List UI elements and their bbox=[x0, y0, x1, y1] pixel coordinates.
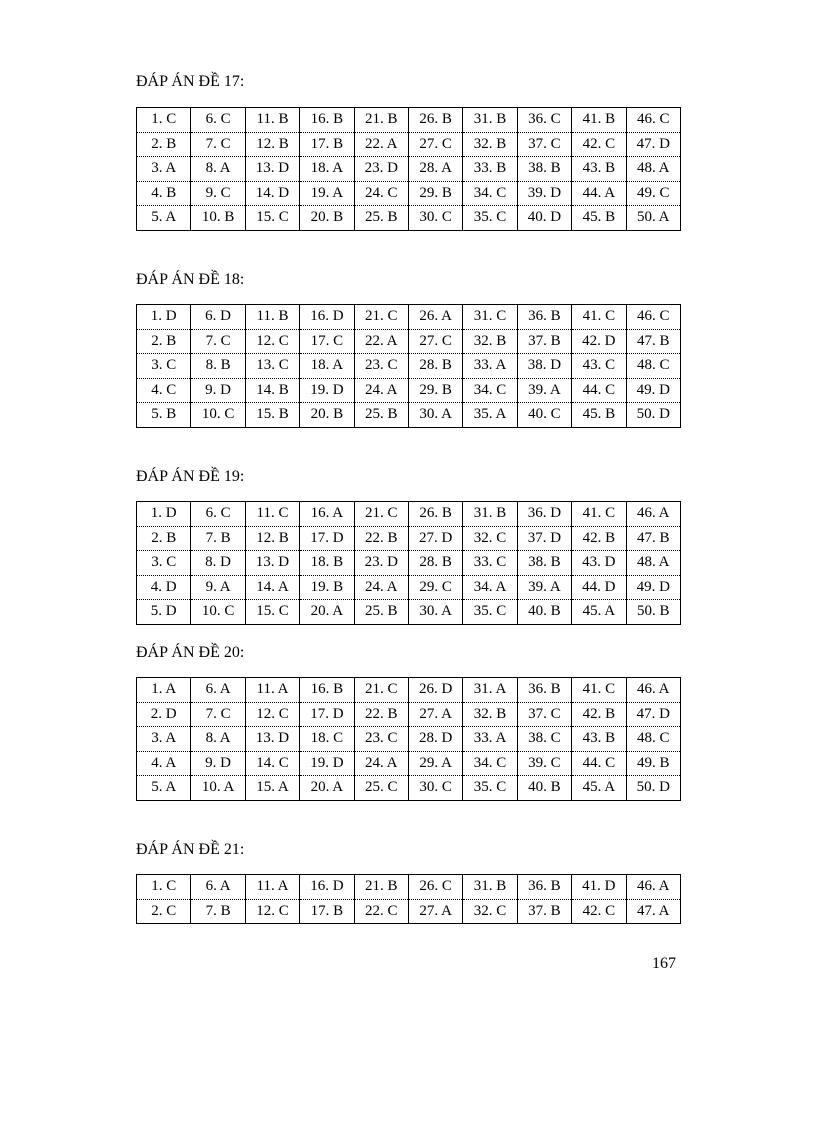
answer-cell: 16. B bbox=[300, 108, 354, 133]
answer-cell: 28. A bbox=[408, 157, 462, 182]
answer-cell: 15. A bbox=[245, 776, 299, 801]
answer-cell: 9. D bbox=[191, 751, 245, 776]
answer-cell: 9. C bbox=[191, 181, 245, 206]
answer-cell: 25. B bbox=[354, 403, 408, 428]
answer-cell: 1. A bbox=[137, 678, 191, 703]
answer-cell: 39. C bbox=[517, 751, 571, 776]
table-row bbox=[137, 600, 681, 625]
answer-cell: 16. D bbox=[300, 305, 354, 330]
answer-cell: 36. B bbox=[517, 305, 571, 330]
answer-cell: 17. C bbox=[300, 329, 354, 354]
answer-cell: 33. B bbox=[463, 157, 517, 182]
answer-cell: 48. A bbox=[626, 551, 680, 576]
answer-cell: 14. C bbox=[245, 751, 299, 776]
answer-cell: 42. D bbox=[572, 329, 626, 354]
answer-cell: 42. C bbox=[572, 132, 626, 157]
answer-cell: 48. C bbox=[626, 354, 680, 379]
answer-cell: 38. B bbox=[517, 157, 571, 182]
table-row bbox=[137, 108, 681, 133]
answer-section-20 bbox=[136, 643, 670, 796]
answer-cell: 30. A bbox=[408, 403, 462, 428]
answer-cell: 3. A bbox=[137, 727, 191, 752]
answer-cell: 12. C bbox=[245, 702, 299, 727]
answer-cell: 27. A bbox=[408, 899, 462, 924]
answer-cell: 43. C bbox=[572, 354, 626, 379]
answer-cell: 23. D bbox=[354, 157, 408, 182]
answer-cell: 8. D bbox=[191, 551, 245, 576]
answer-cell: 31. A bbox=[463, 678, 517, 703]
table-row bbox=[137, 551, 681, 576]
answer-cell: 10. C bbox=[191, 403, 245, 428]
answer-cell: 21. C bbox=[354, 305, 408, 330]
answer-cell: 41. C bbox=[572, 305, 626, 330]
table-row bbox=[137, 899, 681, 924]
answer-cell: 1. C bbox=[137, 875, 191, 900]
answer-cell: 20. A bbox=[300, 776, 354, 801]
answer-cell: 26. D bbox=[408, 678, 462, 703]
answer-cell: 22. B bbox=[354, 526, 408, 551]
answer-table bbox=[136, 874, 681, 924]
answer-cell: 32. C bbox=[463, 899, 517, 924]
answer-cell: 13. D bbox=[245, 551, 299, 576]
answer-cell: 13. D bbox=[245, 727, 299, 752]
table-row bbox=[137, 678, 681, 703]
answer-cell: 34. A bbox=[463, 575, 517, 600]
answer-cell: 37. C bbox=[517, 702, 571, 727]
answer-cell: 28. B bbox=[408, 551, 462, 576]
answer-cell: 22. B bbox=[354, 702, 408, 727]
answer-cell: 12. C bbox=[245, 899, 299, 924]
answer-cell: 22. A bbox=[354, 132, 408, 157]
answer-cell: 43. D bbox=[572, 551, 626, 576]
answer-cell: 22. A bbox=[354, 329, 408, 354]
answer-table bbox=[136, 304, 681, 428]
answer-cell: 24. A bbox=[354, 378, 408, 403]
answer-cell: 21. C bbox=[354, 678, 408, 703]
table-row bbox=[137, 206, 681, 231]
answer-cell: 50. D bbox=[626, 403, 680, 428]
section-title: ĐÁP ÁN ĐỀ 18: bbox=[136, 271, 245, 288]
answer-cell: 9. A bbox=[191, 575, 245, 600]
answer-cell: 32. B bbox=[463, 132, 517, 157]
answer-cell: 45. A bbox=[572, 600, 626, 625]
answer-cell: 2. B bbox=[137, 329, 191, 354]
answer-cell: 36. B bbox=[517, 875, 571, 900]
answer-cell: 28. B bbox=[408, 354, 462, 379]
answer-cell: 19. D bbox=[300, 378, 354, 403]
page-number: 167 bbox=[652, 955, 676, 972]
answer-cell: 33. C bbox=[463, 551, 517, 576]
answer-cell: 7. C bbox=[191, 329, 245, 354]
answer-cell: 36. B bbox=[517, 678, 571, 703]
answer-cell: 13. D bbox=[245, 157, 299, 182]
answer-cell: 31. B bbox=[463, 875, 517, 900]
answer-cell: 39. A bbox=[517, 575, 571, 600]
answer-cell: 50. A bbox=[626, 206, 680, 231]
answer-cell: 47. B bbox=[626, 526, 680, 551]
answer-cell: 43. B bbox=[572, 727, 626, 752]
table-row bbox=[137, 776, 681, 801]
answer-cell: 6. A bbox=[191, 875, 245, 900]
answer-cell: 40. B bbox=[517, 600, 571, 625]
answer-cell: 6. D bbox=[191, 305, 245, 330]
answer-cell: 24. A bbox=[354, 751, 408, 776]
answer-cell: 43. B bbox=[572, 157, 626, 182]
answer-cell: 38. C bbox=[517, 727, 571, 752]
answer-cell: 44. C bbox=[572, 378, 626, 403]
table-row bbox=[137, 181, 681, 206]
answer-cell: 10. B bbox=[191, 206, 245, 231]
answer-cell: 32. C bbox=[463, 526, 517, 551]
answer-cell: 41. D bbox=[572, 875, 626, 900]
table-row bbox=[137, 875, 681, 900]
answer-cell: 11. A bbox=[245, 678, 299, 703]
answer-cell: 2. C bbox=[137, 899, 191, 924]
answer-cell: 30. C bbox=[408, 776, 462, 801]
answer-cell: 3. A bbox=[137, 157, 191, 182]
answer-cell: 39. A bbox=[517, 378, 571, 403]
answer-cell: 49. D bbox=[626, 378, 680, 403]
answer-cell: 35. C bbox=[463, 206, 517, 231]
answer-cell: 7. C bbox=[191, 132, 245, 157]
answer-cell: 13. C bbox=[245, 354, 299, 379]
answer-section-17 bbox=[136, 72, 670, 226]
answer-cell: 33. A bbox=[463, 727, 517, 752]
answer-cell: 44. A bbox=[572, 181, 626, 206]
answer-cell: 20. B bbox=[300, 403, 354, 428]
answer-cell: 38. D bbox=[517, 354, 571, 379]
table-row bbox=[137, 403, 681, 428]
answer-cell: 26. A bbox=[408, 305, 462, 330]
answer-cell: 27. C bbox=[408, 329, 462, 354]
section-title: ĐÁP ÁN ĐỀ 19: bbox=[136, 468, 245, 485]
answer-cell: 45. B bbox=[572, 403, 626, 428]
answer-cell: 12. B bbox=[245, 526, 299, 551]
answer-cell: 25. C bbox=[354, 776, 408, 801]
answer-cell: 11. C bbox=[245, 502, 299, 527]
answer-cell: 23. D bbox=[354, 551, 408, 576]
answer-section-21 bbox=[136, 840, 670, 919]
answer-cell: 12. C bbox=[245, 329, 299, 354]
answer-cell: 18. A bbox=[300, 157, 354, 182]
answer-cell: 5. A bbox=[137, 206, 191, 231]
answer-cell: 15. C bbox=[245, 206, 299, 231]
answer-cell: 18. B bbox=[300, 551, 354, 576]
table-row bbox=[137, 502, 681, 527]
answer-cell: 26. C bbox=[408, 875, 462, 900]
answer-cell: 47. D bbox=[626, 702, 680, 727]
answer-cell: 12. B bbox=[245, 132, 299, 157]
answer-cell: 45. B bbox=[572, 206, 626, 231]
answer-cell: 45. A bbox=[572, 776, 626, 801]
answer-section-19 bbox=[136, 467, 670, 620]
answer-cell: 27. D bbox=[408, 526, 462, 551]
answer-cell: 29. B bbox=[408, 181, 462, 206]
answer-cell: 29. A bbox=[408, 751, 462, 776]
answer-cell: 26. B bbox=[408, 502, 462, 527]
answer-cell: 16. D bbox=[300, 875, 354, 900]
answer-cell: 19. D bbox=[300, 751, 354, 776]
answer-cell: 30. C bbox=[408, 206, 462, 231]
answer-cell: 7. B bbox=[191, 526, 245, 551]
answer-cell: 50. B bbox=[626, 600, 680, 625]
answer-cell: 46. A bbox=[626, 875, 680, 900]
answer-cell: 46. A bbox=[626, 502, 680, 527]
answer-cell: 5. A bbox=[137, 776, 191, 801]
answer-cell: 3. C bbox=[137, 551, 191, 576]
answer-cell: 49. B bbox=[626, 751, 680, 776]
answer-cell: 47. B bbox=[626, 329, 680, 354]
answer-cell: 49. C bbox=[626, 181, 680, 206]
answer-cell: 47. D bbox=[626, 132, 680, 157]
answer-cell: 41. C bbox=[572, 502, 626, 527]
answer-cell: 15. B bbox=[245, 403, 299, 428]
answer-cell: 4. D bbox=[137, 575, 191, 600]
answer-cell: 1. C bbox=[137, 108, 191, 133]
answer-cell: 29. C bbox=[408, 575, 462, 600]
answer-cell: 41. C bbox=[572, 678, 626, 703]
answer-cell: 17. D bbox=[300, 526, 354, 551]
answer-cell: 34. C bbox=[463, 751, 517, 776]
answer-cell: 21. B bbox=[354, 875, 408, 900]
answer-cell: 44. D bbox=[572, 575, 626, 600]
answer-cell: 33. A bbox=[463, 354, 517, 379]
answer-cell: 20. A bbox=[300, 600, 354, 625]
answer-cell: 36. D bbox=[517, 502, 571, 527]
answer-cell: 19. A bbox=[300, 181, 354, 206]
answer-cell: 4. B bbox=[137, 181, 191, 206]
answer-section-18 bbox=[136, 270, 670, 423]
answer-cell: 47. A bbox=[626, 899, 680, 924]
answer-cell: 50. D bbox=[626, 776, 680, 801]
answer-cell: 24. A bbox=[354, 575, 408, 600]
answer-cell: 2. B bbox=[137, 526, 191, 551]
answer-cell: 15. C bbox=[245, 600, 299, 625]
answer-cell: 44. C bbox=[572, 751, 626, 776]
answer-cell: 17. B bbox=[300, 899, 354, 924]
answer-cell: 31. B bbox=[463, 502, 517, 527]
section-title: ĐÁP ÁN ĐỀ 20: bbox=[136, 644, 245, 661]
answer-cell: 7. C bbox=[191, 702, 245, 727]
answer-cell: 8. B bbox=[191, 354, 245, 379]
answer-cell: 24. C bbox=[354, 181, 408, 206]
answer-table bbox=[136, 501, 681, 625]
answer-cell: 14. D bbox=[245, 181, 299, 206]
answer-cell: 31. C bbox=[463, 305, 517, 330]
answer-cell: 3. C bbox=[137, 354, 191, 379]
answer-cell: 38. B bbox=[517, 551, 571, 576]
answer-cell: 5. D bbox=[137, 600, 191, 625]
answer-cell: 6. C bbox=[191, 108, 245, 133]
answer-cell: 40. C bbox=[517, 403, 571, 428]
answer-cell: 35. C bbox=[463, 600, 517, 625]
answer-table bbox=[136, 677, 681, 801]
answer-cell: 21. B bbox=[354, 108, 408, 133]
answer-cell: 27. A bbox=[408, 702, 462, 727]
table-row bbox=[137, 751, 681, 776]
answer-cell: 27. C bbox=[408, 132, 462, 157]
table-row bbox=[137, 378, 681, 403]
answer-cell: 34. C bbox=[463, 378, 517, 403]
answer-cell: 40. D bbox=[517, 206, 571, 231]
answer-cell: 32. B bbox=[463, 329, 517, 354]
answer-cell: 37. B bbox=[517, 899, 571, 924]
answer-cell: 42. B bbox=[572, 702, 626, 727]
answer-cell: 17. D bbox=[300, 702, 354, 727]
answer-cell: 39. D bbox=[517, 181, 571, 206]
answer-cell: 19. B bbox=[300, 575, 354, 600]
answer-cell: 18. C bbox=[300, 727, 354, 752]
answer-cell: 4. A bbox=[137, 751, 191, 776]
answer-cell: 29. B bbox=[408, 378, 462, 403]
answer-cell: 23. C bbox=[354, 354, 408, 379]
answer-cell: 11. A bbox=[245, 875, 299, 900]
answer-cell: 1. D bbox=[137, 305, 191, 330]
answer-cell: 18. A bbox=[300, 354, 354, 379]
table-row bbox=[137, 132, 681, 157]
table-row bbox=[137, 354, 681, 379]
answer-cell: 9. D bbox=[191, 378, 245, 403]
answer-cell: 25. B bbox=[354, 206, 408, 231]
answer-cell: 37. C bbox=[517, 132, 571, 157]
answer-cell: 16. A bbox=[300, 502, 354, 527]
answer-cell: 8. A bbox=[191, 727, 245, 752]
answer-cell: 6. A bbox=[191, 678, 245, 703]
answer-cell: 2. D bbox=[137, 702, 191, 727]
answer-cell: 49. D bbox=[626, 575, 680, 600]
answer-cell: 48. A bbox=[626, 157, 680, 182]
answer-cell: 26. B bbox=[408, 108, 462, 133]
answer-cell: 14. A bbox=[245, 575, 299, 600]
answer-cell: 46. C bbox=[626, 108, 680, 133]
answer-cell: 14. B bbox=[245, 378, 299, 403]
answer-cell: 17. B bbox=[300, 132, 354, 157]
answer-cell: 40. B bbox=[517, 776, 571, 801]
answer-cell: 7. B bbox=[191, 899, 245, 924]
answer-cell: 11. B bbox=[245, 305, 299, 330]
answer-cell: 16. B bbox=[300, 678, 354, 703]
answer-cell: 22. C bbox=[354, 899, 408, 924]
answer-cell: 35. A bbox=[463, 403, 517, 428]
section-title: ĐÁP ÁN ĐỀ 21: bbox=[136, 841, 245, 858]
answer-cell: 11. B bbox=[245, 108, 299, 133]
answer-cell: 48. C bbox=[626, 727, 680, 752]
answer-table bbox=[136, 107, 681, 231]
answer-cell: 10. C bbox=[191, 600, 245, 625]
answer-cell: 20. B bbox=[300, 206, 354, 231]
answer-cell: 46. A bbox=[626, 678, 680, 703]
answer-cell: 1. D bbox=[137, 502, 191, 527]
answer-cell: 21. C bbox=[354, 502, 408, 527]
table-row bbox=[137, 702, 681, 727]
answer-cell: 34. C bbox=[463, 181, 517, 206]
table-row bbox=[137, 329, 681, 354]
answer-cell: 2. B bbox=[137, 132, 191, 157]
table-row bbox=[137, 305, 681, 330]
table-row bbox=[137, 157, 681, 182]
table-row bbox=[137, 575, 681, 600]
table-row bbox=[137, 727, 681, 752]
answer-cell: 23. C bbox=[354, 727, 408, 752]
table-row bbox=[137, 526, 681, 551]
answer-cell: 30. A bbox=[408, 600, 462, 625]
answer-cell: 35. C bbox=[463, 776, 517, 801]
answer-cell: 6. C bbox=[191, 502, 245, 527]
answer-cell: 36. C bbox=[517, 108, 571, 133]
answer-cell: 10. A bbox=[191, 776, 245, 801]
answer-cell: 46. C bbox=[626, 305, 680, 330]
answer-cell: 25. B bbox=[354, 600, 408, 625]
section-title: ĐÁP ÁN ĐỀ 17: bbox=[136, 73, 245, 90]
answer-cell: 4. C bbox=[137, 378, 191, 403]
answer-cell: 28. D bbox=[408, 727, 462, 752]
answer-cell: 42. B bbox=[572, 526, 626, 551]
answer-cell: 5. B bbox=[137, 403, 191, 428]
answer-cell: 41. B bbox=[572, 108, 626, 133]
answer-cell: 42. C bbox=[572, 899, 626, 924]
answer-cell: 31. B bbox=[463, 108, 517, 133]
answer-cell: 8. A bbox=[191, 157, 245, 182]
answer-cell: 37. D bbox=[517, 526, 571, 551]
answer-cell: 32. B bbox=[463, 702, 517, 727]
answer-cell: 37. B bbox=[517, 329, 571, 354]
